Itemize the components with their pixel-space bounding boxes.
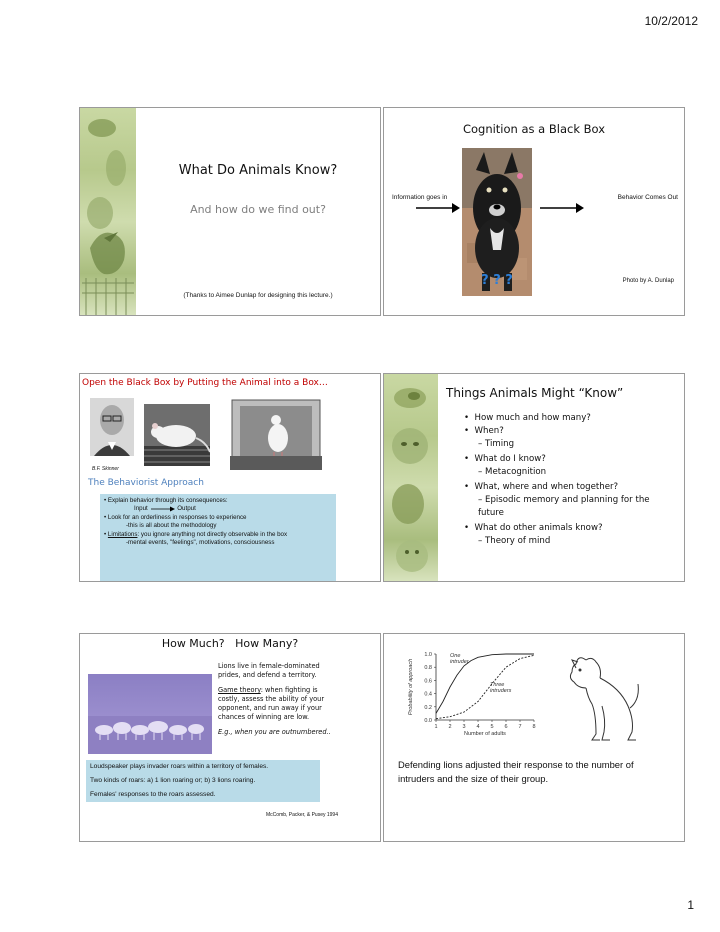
note-bullet-3-sub: -mental events, "feelings", motivations, consciousness [126,539,275,547]
topic-item-3: • What do I know? [464,454,546,464]
x-tick-label: 5 [490,724,494,730]
slide-things-animals-know [383,373,685,582]
note-bullet-3: • Limitations: you ignore anything not directly observable in the box [104,530,288,538]
x-tick-label: 8 [532,724,536,730]
experiment-line-3: Females' responses to the roars assessed. [90,791,216,798]
game-theory-term: Game theory [218,686,261,694]
results-caption: Defending lions adjusted their response to the number of intruders and the size of their group. [398,759,634,784]
topic-subitem-4: – Episodic memory and planning for the future [478,495,650,518]
slide-behaviorist-approach [79,373,381,582]
note-bullet-1: • Explain behavior through its consequences: [104,497,228,504]
topic-subitem-2: – Timing [478,439,515,449]
topic-subtext-5: Theory of mind [485,536,551,546]
lion-para-3: E.g., when you are outnumbered.. [218,728,331,736]
topic-subtext-4: Episodic memory and planning for the future [478,495,650,518]
input-output-row [104,505,332,513]
slide-title: Things Animals Might “Know” [446,386,624,400]
page-number: 1 [687,898,694,912]
topic-item-5: • What do other animals know? [464,523,603,533]
lion-para-1: Lions live in female-dominated prides, and defend a territory. [218,662,320,679]
y-tick-label: 0.0 [424,718,432,724]
note-bullet-1-text: Explain behavior through its consequences: [107,497,228,504]
lion-para-2 [218,686,338,722]
input-arrow [416,201,460,215]
topic-text-5: What do other animals know? [474,523,603,533]
experiment-line-1: Loudspeaker plays invader roars within a territory of females. [90,763,269,770]
photo-credit: Photo by A. Dunlap [622,278,674,284]
lioness-drawing [562,648,642,744]
slide-what-do-animals-know [79,107,381,316]
series-label-three-intruders: intruders [490,688,512,694]
note-bullet-2-sub: -this is all about the methodology [126,522,217,530]
bird-photo-collage [80,108,136,315]
pigeon-box-drawing [230,396,322,470]
experiment-box [86,760,320,802]
series-label-one-intruder: One [450,653,461,659]
slide-title: How Much? How Many? [161,637,299,650]
x-tick-label: 1 [434,724,438,730]
x-axis-title: Number of adults [464,731,506,737]
x-tick-label: 6 [504,724,508,730]
y-tick-label: 0.8 [424,665,432,672]
x-tick-label: 2 [448,724,452,730]
credit-note: (Thanks to Aimee Dunlap for designing this lecture.) [183,292,333,299]
behaviorist-notes-box [100,494,336,582]
y-tick-label: 0.6 [424,678,432,685]
slide-cognition-black-box [383,107,685,316]
slide-title: What Do Animals Know? [178,163,338,178]
output-word: Output [177,505,196,513]
approach-probability-chart [406,648,566,740]
portrait-caption: B.F. Skinner [92,466,119,472]
topic-text-1: How much and how many? [474,413,591,423]
lion-pride-photo [88,674,212,754]
topic-text-2: When? [474,426,504,436]
dog-photo [462,148,532,296]
pigeon-box-photo [230,396,322,470]
animal-collage [384,374,438,581]
x-tick-label: 7 [518,724,522,730]
skinner-portrait [90,398,134,456]
y-tick-label: 0.4 [424,691,432,698]
note-bullet-3-text: : you ignore anything not directly observable in the box [137,530,288,538]
input-word: Input [134,505,148,513]
rat-photo [144,404,210,466]
output-label: Behavior Comes Out [617,194,678,201]
lion-pride-drawing [88,674,212,754]
topic-subitem-3: – Metacognition [478,467,547,477]
slide-subtitle: And how do we find out? [190,203,326,216]
limitations-word: Limitations [107,530,138,538]
output-arrow [540,201,584,215]
input-label: Information goes in [392,194,448,201]
series-label-one-intruder: intruder [450,659,469,665]
slide-title: Cognition as a Black Box [462,122,606,136]
y-axis-title: Probability of approach [408,658,414,716]
question-marks: ? ? ? [481,273,513,288]
lion-para-2-text: : when fighting is costly, assess the ability of your opponent, and run away if your chances of winning are low. [218,686,325,721]
topic-text-3: What do I know? [474,454,546,464]
topic-item-1: • How much and how many? [464,413,591,423]
x-tick-label: 3 [462,724,466,730]
experiment-line-2: Two kinds of roars: a) 1 lion roaring or; b) 3 lions roaring. [90,777,256,784]
note-bullet-2: • Look for an orderliness in responses to experience [104,513,247,521]
citation: McComb, Packer, & Pusey 1994 [266,812,338,818]
topic-item-4: • What, where and when together? [464,482,619,492]
topic-subtext-3: Metacognition [485,467,547,477]
lioness-sketch [562,648,642,744]
topic-text-4: What, where and when together? [474,482,619,492]
topic-item-2: • When? [464,426,504,436]
slide-lion-results [383,633,685,842]
note-bullet-2-text: Look for an orderliness in responses to experience [107,513,247,521]
series-label-three-intruders: Three [490,682,505,688]
animal-photo-panel [384,374,438,581]
bird-photo-panel [80,108,136,315]
lion-text [218,662,338,737]
slide-title: Open the Black Box by Putting the Animal into a Box… [82,378,328,388]
topic-subitem-5: – Theory of mind [478,536,551,546]
slide-how-much-how-many [79,633,381,842]
input-output-arrow [150,506,176,512]
rat-in-box-drawing [144,404,210,466]
topic-list [464,412,679,548]
topic-subtext-2: Timing [485,439,515,449]
approach-heading: The Behaviorist Approach [88,478,204,488]
x-tick-label: 4 [476,724,480,730]
y-tick-label: 0.2 [424,704,432,711]
page-date: 10/2/2012 [644,14,698,28]
skinner-portrait-drawing [90,398,134,456]
y-tick-label: 1.0 [424,652,432,658]
